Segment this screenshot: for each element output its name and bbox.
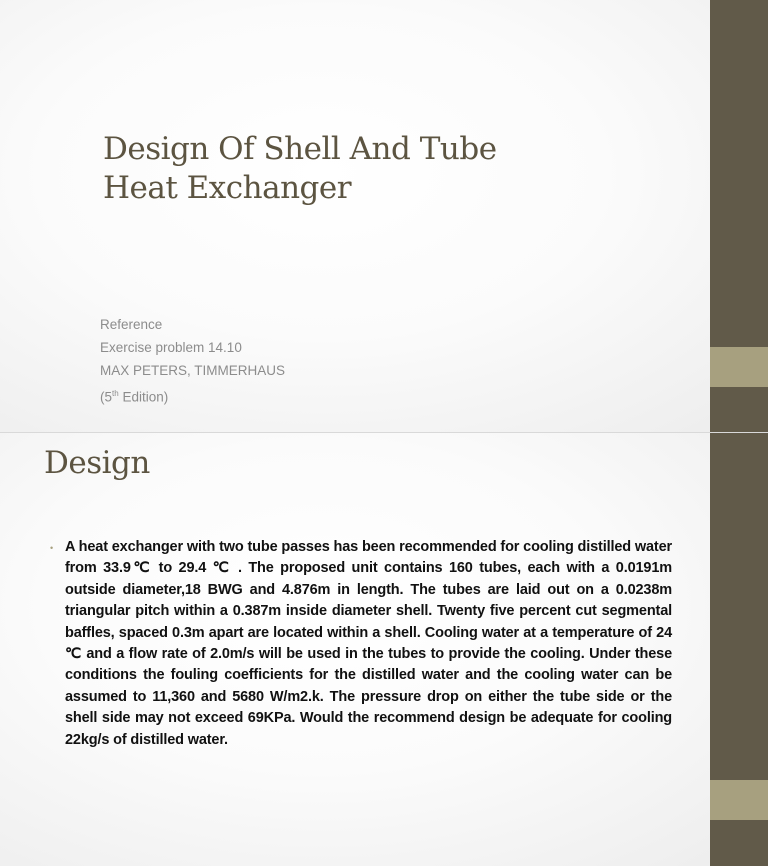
reference-label: Reference — [100, 317, 163, 332]
authors: MAX PETERS, TIMMERHAUS — [100, 363, 286, 378]
slide-title — [103, 130, 623, 208]
slide-title-line-2: Heat Exchanger — [103, 170, 352, 206]
exercise-problem: Exercise problem 14.10 — [100, 340, 242, 355]
sidebar-accent-block — [710, 780, 768, 820]
sidebar-accent-block — [710, 347, 768, 387]
edition — [100, 382, 285, 409]
problem-statement: A heat exchanger with two tube passes has been recommended for cooling distilled water from 33.9℃ to 29.4 ℃ . The proposed unit contains 160 tubes, each with a 0.0191m outside diameter,18 BWG and 4.876m in length. The tubes are laid out on a 0.0238m triangular pitch within a 0.387m inside diameter shell. Twenty five percent cut segmental baffles, spaced 0.3m apart are located within a shell. Cooling water at a temperature of 24 ℃ and a flow rate of 2.0m/s will be used in the tubes to provide the cooling. Under these conditions the fouling coefficients for the distilled water and the cooling water can be assumed to 11,360 and 5680 W/m2.k. The pressure drop on either the tube side or the shell side may not exceed 69KPa. Would the recommend design be adequate for cooling 22kg/s of distilled water. — [65, 539, 672, 748]
bullet-icon: • — [50, 543, 54, 553]
design-slide — [0, 433, 768, 866]
list-item — [50, 537, 672, 751]
slide-title-line-1: Design Of Shell And Tube — [103, 131, 497, 167]
reference-block — [100, 313, 285, 409]
bullet-list — [50, 537, 672, 751]
edition-superscript: th — [112, 389, 119, 398]
edition-close: Edition) — [118, 389, 169, 405]
design-heading: Design — [44, 445, 150, 481]
edition-open: (5 — [100, 389, 113, 405]
